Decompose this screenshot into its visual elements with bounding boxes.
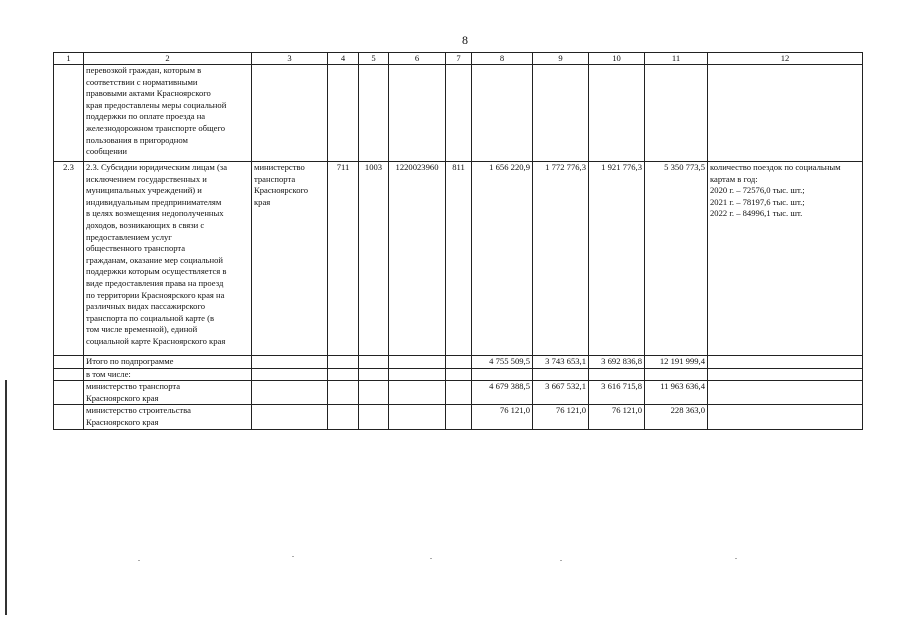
row-value-2020: 4 755 509,5 [472,356,533,369]
col-header-4: 4 [328,53,359,65]
col-header-3: 3 [252,53,328,65]
row-value-2020: 1 656 220,9 [472,162,533,356]
row-name: Итого по подпрограмме [84,356,252,369]
row-value-2022: 1 921 776,3 [589,162,645,356]
budget-table [53,52,863,430]
row-expected-result: количество поездок по социальным картам в год: 2020 г. – 72576,0 тыс. шт.; 2021 г. – 78197,6 тыс. шт.; 2022 г. – 84996,1 тыс. шт. [708,162,863,356]
scan-speck [430,558,432,559]
row-value-total: 11 963 636,4 [645,381,708,405]
row-value-2021: 3 667 532,1 [533,381,589,405]
table-row-continuation [54,65,863,162]
row-value-total: 228 363,0 [645,405,708,429]
column-number-row [54,53,863,65]
row-value-2020: 76 121,0 [472,405,533,429]
row-section-code: 1003 [359,162,389,356]
col-header-12: 12 [708,53,863,65]
row-value-2020: 4 679 388,5 [472,381,533,405]
row-value-2021: 76 121,0 [533,405,589,429]
col-header-2: 2 [84,53,252,65]
row-value-total: 12 191 999,4 [645,356,708,369]
row-name: 2.3. Субсидии юридическим лицам (за исключением государственных и муниципальных учреждений) и индивидуальным предпринимателям в целях возмещения недополученных доходов, возникающих в связи с предоставлением услуг общественного транспорта гражданам, оказание мер социальной поддержки которым осуществляется в виде предоставления права на проезд по территории Красноярского края на различных видах пассажирского транспорта по социальной карте (в том числе временной), единой социальной карте Красноярского края [84,162,252,356]
row-value-2022: 76 121,0 [589,405,645,429]
col-header-10: 10 [589,53,645,65]
scan-speck [560,560,562,561]
col-header-8: 8 [472,53,533,65]
row-target-code: 1220023960 [389,162,446,356]
col-header-1: 1 [54,53,84,65]
scan-speck [735,558,737,559]
table-row-ministry-construction [54,405,863,429]
scan-speck [292,556,294,557]
row-value-total: 5 350 773,5 [645,162,708,356]
row-name: перевозкой граждан, которым в соответствии с нормативными правовыми актами Красноярского края предоставлены меры социальной поддержки по оплате проезда на железнодорожном транспорте общего пользования в пригородном сообщении [84,65,252,162]
row-name: министерство строительства Красноярского края [84,405,252,429]
row-value-2022: 3 692 836,8 [589,356,645,369]
row-expense-type-code: 811 [446,162,472,356]
table-row-including [54,368,863,381]
row-name: министерство транспорта Красноярского края [84,381,252,405]
row-number: 2.3 [54,162,84,356]
scan-speck [138,560,140,561]
row-name: в том числе: [84,368,252,381]
row-value-2021: 3 743 653,1 [533,356,589,369]
row-agency: министерство транспорта Красноярского края [252,162,328,356]
row-value-2021: 1 772 776,3 [533,162,589,356]
col-header-7: 7 [446,53,472,65]
table-row-2-3 [54,162,863,356]
col-header-11: 11 [645,53,708,65]
row-grbs-code: 711 [328,162,359,356]
scan-edge-line [5,380,7,615]
table-row-ministry-transport [54,381,863,405]
page-number: 8 [462,33,468,47]
col-header-6: 6 [389,53,446,65]
col-header-9: 9 [533,53,589,65]
row-value-2022: 3 616 715,8 [589,381,645,405]
col-header-5: 5 [359,53,389,65]
table-row-subtotal [54,356,863,369]
